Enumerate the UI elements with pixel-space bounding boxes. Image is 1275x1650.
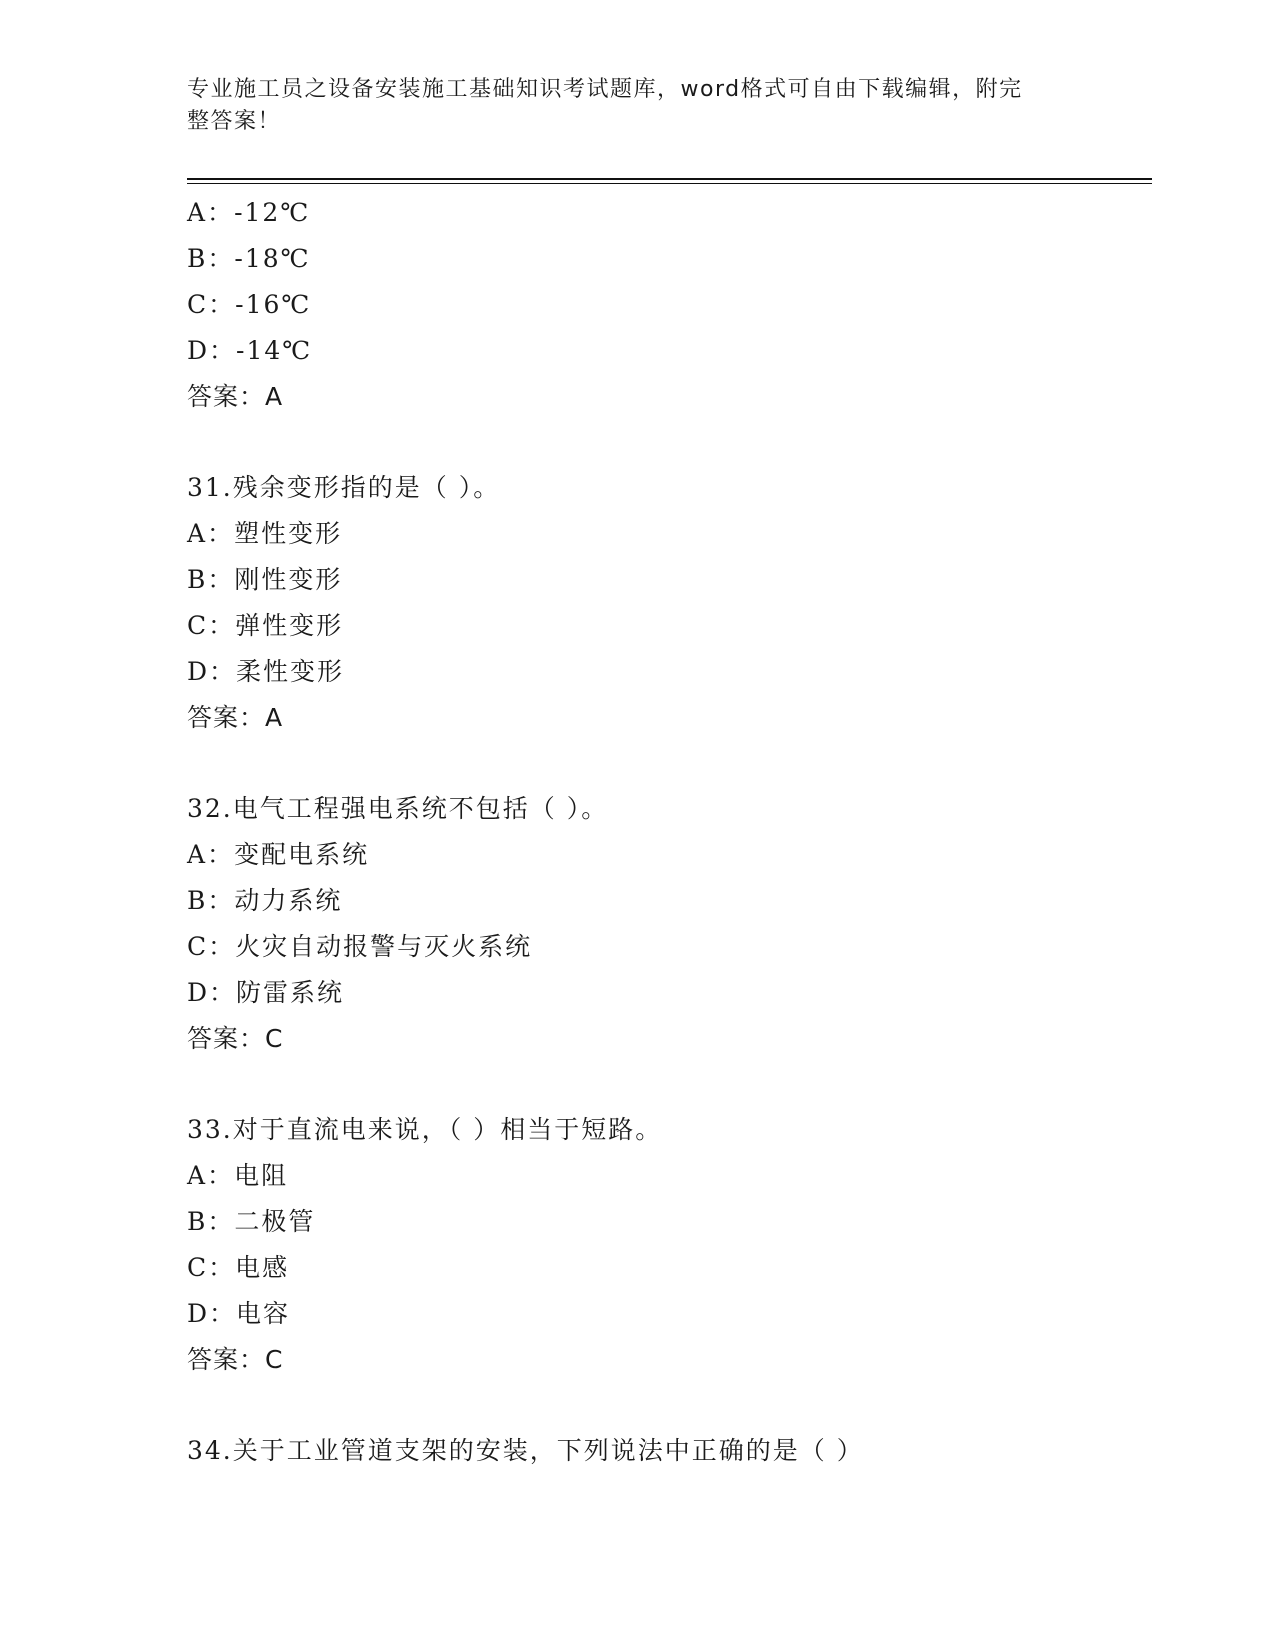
option-a: A：变配电系统 bbox=[187, 840, 370, 869]
option-b: B：刚性变形 bbox=[187, 565, 343, 594]
question-text: 33.对于直流电来说，（ ）相当于短路。 bbox=[187, 1115, 663, 1144]
question-32 bbox=[187, 786, 1152, 1062]
question-30 bbox=[187, 190, 1152, 420]
answer: 答案：A bbox=[187, 703, 284, 732]
header-line-2: 整答案！ bbox=[187, 109, 282, 134]
answer: 答案：C bbox=[187, 1024, 284, 1053]
question-31 bbox=[187, 465, 1152, 741]
option-a: A：-12℃ bbox=[187, 198, 311, 227]
header-divider-thin bbox=[187, 183, 1152, 184]
question-text: 31.残余变形指的是（ ）。 bbox=[187, 473, 501, 502]
option-a: A：塑性变形 bbox=[187, 519, 343, 548]
option-d: D：-14℃ bbox=[187, 336, 313, 365]
option-b: B：-18℃ bbox=[187, 244, 311, 273]
option-c: C：弹性变形 bbox=[187, 611, 344, 640]
header-divider bbox=[187, 178, 1152, 180]
option-c: C：火灾自动报警与灭火系统 bbox=[187, 932, 533, 961]
question-list bbox=[187, 190, 1152, 1474]
option-a: A：电阻 bbox=[187, 1161, 289, 1190]
option-c: C：电感 bbox=[187, 1253, 290, 1282]
answer: 答案：C bbox=[187, 1345, 284, 1374]
option-d: D：电容 bbox=[187, 1299, 291, 1328]
option-c: C：-16℃ bbox=[187, 290, 312, 319]
question-34 bbox=[187, 1428, 1152, 1474]
question-text: 32.电气工程强电系统不包括（ ）。 bbox=[187, 794, 609, 823]
header-line-1: 专业施工员之设备安装施工基础知识考试题库，word格式可自由下载编辑，附完 bbox=[187, 77, 1023, 102]
question-33 bbox=[187, 1107, 1152, 1383]
option-b: B：动力系统 bbox=[187, 886, 343, 915]
question-text: 34.关于工业管道支架的安装，下列说法中正确的是（ ） bbox=[187, 1436, 864, 1465]
option-d: D：柔性变形 bbox=[187, 657, 345, 686]
document-header bbox=[187, 74, 1067, 138]
answer: 答案：A bbox=[187, 382, 284, 411]
option-b: B：二极管 bbox=[187, 1207, 316, 1236]
option-d: D：防雷系统 bbox=[187, 978, 345, 1007]
